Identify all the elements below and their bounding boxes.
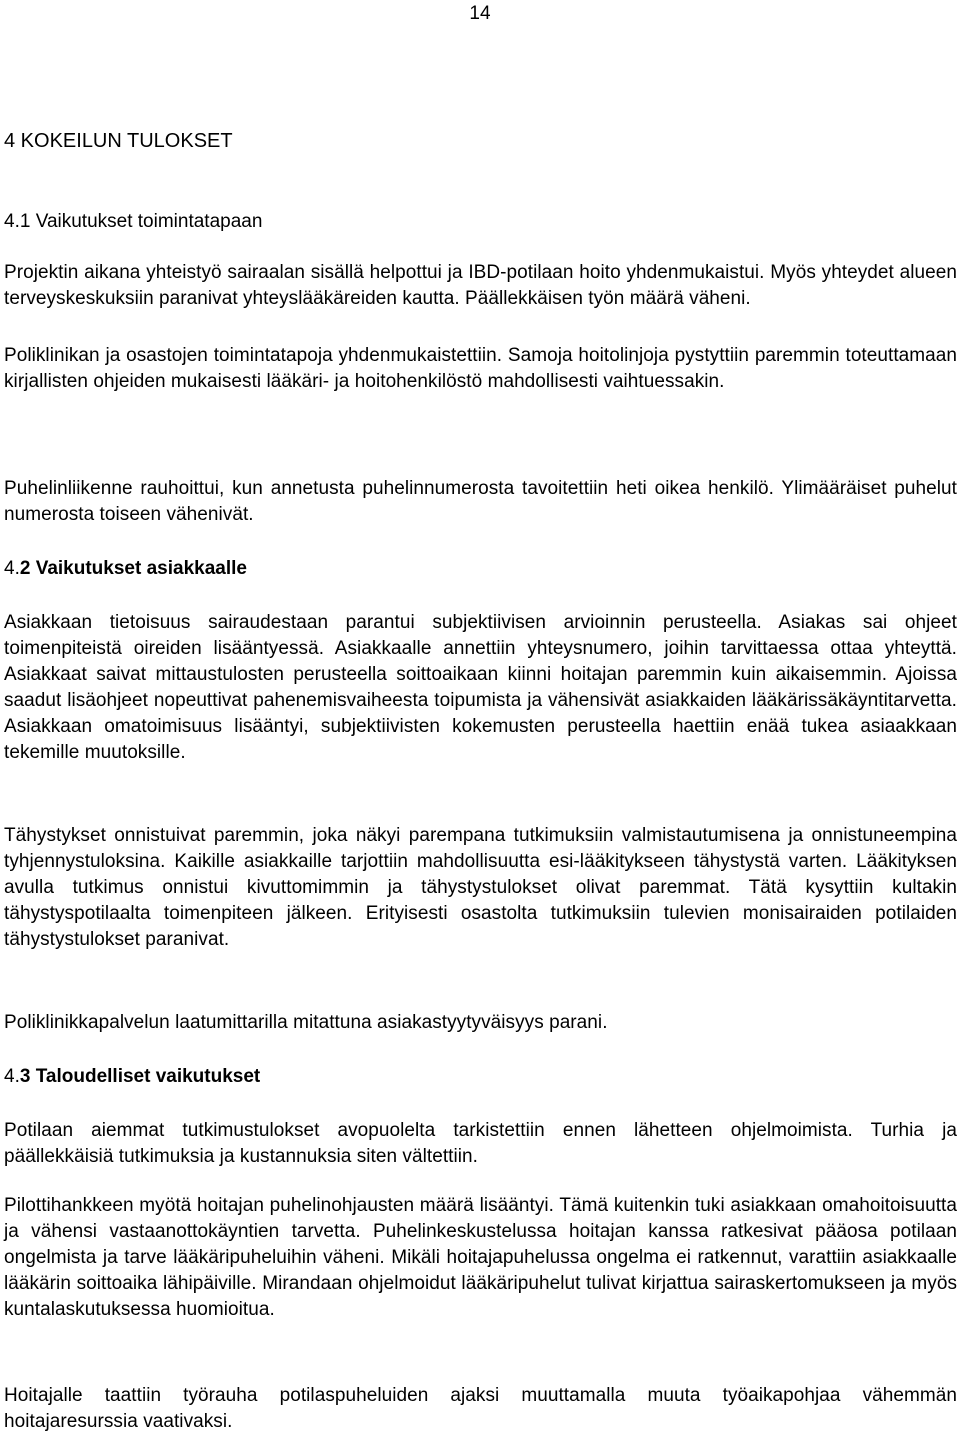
paragraph-4-2-1: Asiakkaan tietoisuus sairaudestaan parantui subjektiivisen arvioinnin perusteella. Asiakas sai ohjeet toimenpiteistä oireiden lisääntyessä. Asiakkaalle annettiin yhteysnumero, joihin tarvittaessa ottaa yhteyttä. Asiakkaat saivat mittaustulosten perusteella soittoaikaan kiinni hoitajan paremmin kuin aikaisemmin. Ajoissa saadut lisäohjeet nopeuttivat pahenemisvaiheesta toipumista ja vähensivät asiakkaiden lääkärissäkäyntitarvetta. Asiakkaan omatoimisuus lisääntyi, subjektiivisten kokemusten perusteella haettiin enää tukea asiaakkaan tekemille muutoksille. bbox=[4, 612, 957, 763]
section-heading-4-1: 4.1 Vaikutukset toimintatapaan bbox=[4, 211, 263, 232]
section-heading-4-2-prefix: 4. bbox=[4, 558, 20, 579]
paragraph-4-1-1: Projektin aikana yhteistyö sairaalan sisällä helpottui ja IBD-potilaan hoito yhdenmukaistui. Myös yhteydet alueen terveyskeskuksiin paranivat yhteyslääkäreiden kautta. Päällekkäisen työn määrä väheni. bbox=[4, 262, 957, 309]
section-heading-4-3-prefix: 4. bbox=[4, 1066, 20, 1087]
section-heading-4-2-title: 2 Vaikutukset asiakkaalle bbox=[19, 558, 247, 579]
paragraph-4-2-2: Tähystykset onnistuivat paremmin, joka näkyi parempana tutkimuksiin valmistautumisena ja onnistuneempina tyhjennystuloksina. Kaikille asiakkaille tarjottiin mahdollisuutta esi-lääkitykseen tähystystä varten. Lääkityksen avulla tutkimus onnistui kivuttomimmin ja tähystystulokset olivat paremmat. Tätä kysyttiin kultakin tähystyspotilaalta toimenpiteen jälkeen. Erityisesti osastolta tutkimuksiin tulevien monisairaiden potilaiden tähystystulokset paranivat. bbox=[4, 825, 957, 950]
paragraph-4-1-2: Poliklinikan ja osastojen toimintatapoja yhdenmukaistettiin. Samoja hoitolinjoja pystyttiin paremmin toteuttamaan kirjallisten ohjeiden mukaisesti lääkäri- ja hoitohenkilöstö mahdollisesti vaihtuessakin. bbox=[4, 345, 957, 392]
paragraph-4-3-3: Hoitajalle taattiin työrauha potilaspuheluiden ajaksi muuttamalla muuta työaikapohjaa vähemmän hoitajaresurssia vaativaksi. bbox=[4, 1385, 957, 1432]
section-heading-4-3-title: 3 Taloudelliset vaikutukset bbox=[19, 1066, 261, 1087]
page-number: 14 bbox=[469, 3, 491, 24]
paragraph-4-1-3: Puhelinliikenne rauhoittui, kun annetusta puhelinnumerosta tavoitettiin heti oikea henkilö. Ylimääräiset puhelut numerosta toiseen vähenivät. bbox=[4, 478, 957, 525]
paragraph-4-3-1: Potilaan aiemmat tutkimustulokset avopuolelta tarkistettiin ennen lähetteen ohjelmoimista. Turhia ja päällekkäisiä tutkimuksia ja kustannuksia siten vältettiin. bbox=[4, 1120, 957, 1167]
section-heading-4-2 bbox=[4, 555, 247, 583]
paragraph-4-2-3: Poliklinikkapalvelun laatumittarilla mitattuna asiakastyytyväisyys parani. bbox=[4, 1012, 608, 1033]
paragraph-4-3-2: Pilottihankkeen myötä hoitajan puhelinohjausten määrä lisääntyi. Tämä kuitenkin tuki asiakkaan omahoitoisuutta ja vähensi vastaanottokäyntien tarvetta. Puhelinkeskustelussa hoitajan kanssa ratkesivat pääosa potilaan ongelmista ja tarve lääkäripuheluihin väheni. Mikäli hoitajapuhelussa ongelma ei ratkennut, varattiin asiakkaalle lääkärin soittoaika lähipäiville. Mirandaan ohjelmoidut lääkäripuhelut tulivat kirjattua sairaskertomukseen ja myös kuntalaskutuksessa huomioitua. bbox=[4, 1195, 957, 1320]
section-heading-4-3 bbox=[4, 1063, 260, 1091]
chapter-heading: 4 KOKEILUN TULOKSET bbox=[4, 130, 233, 152]
